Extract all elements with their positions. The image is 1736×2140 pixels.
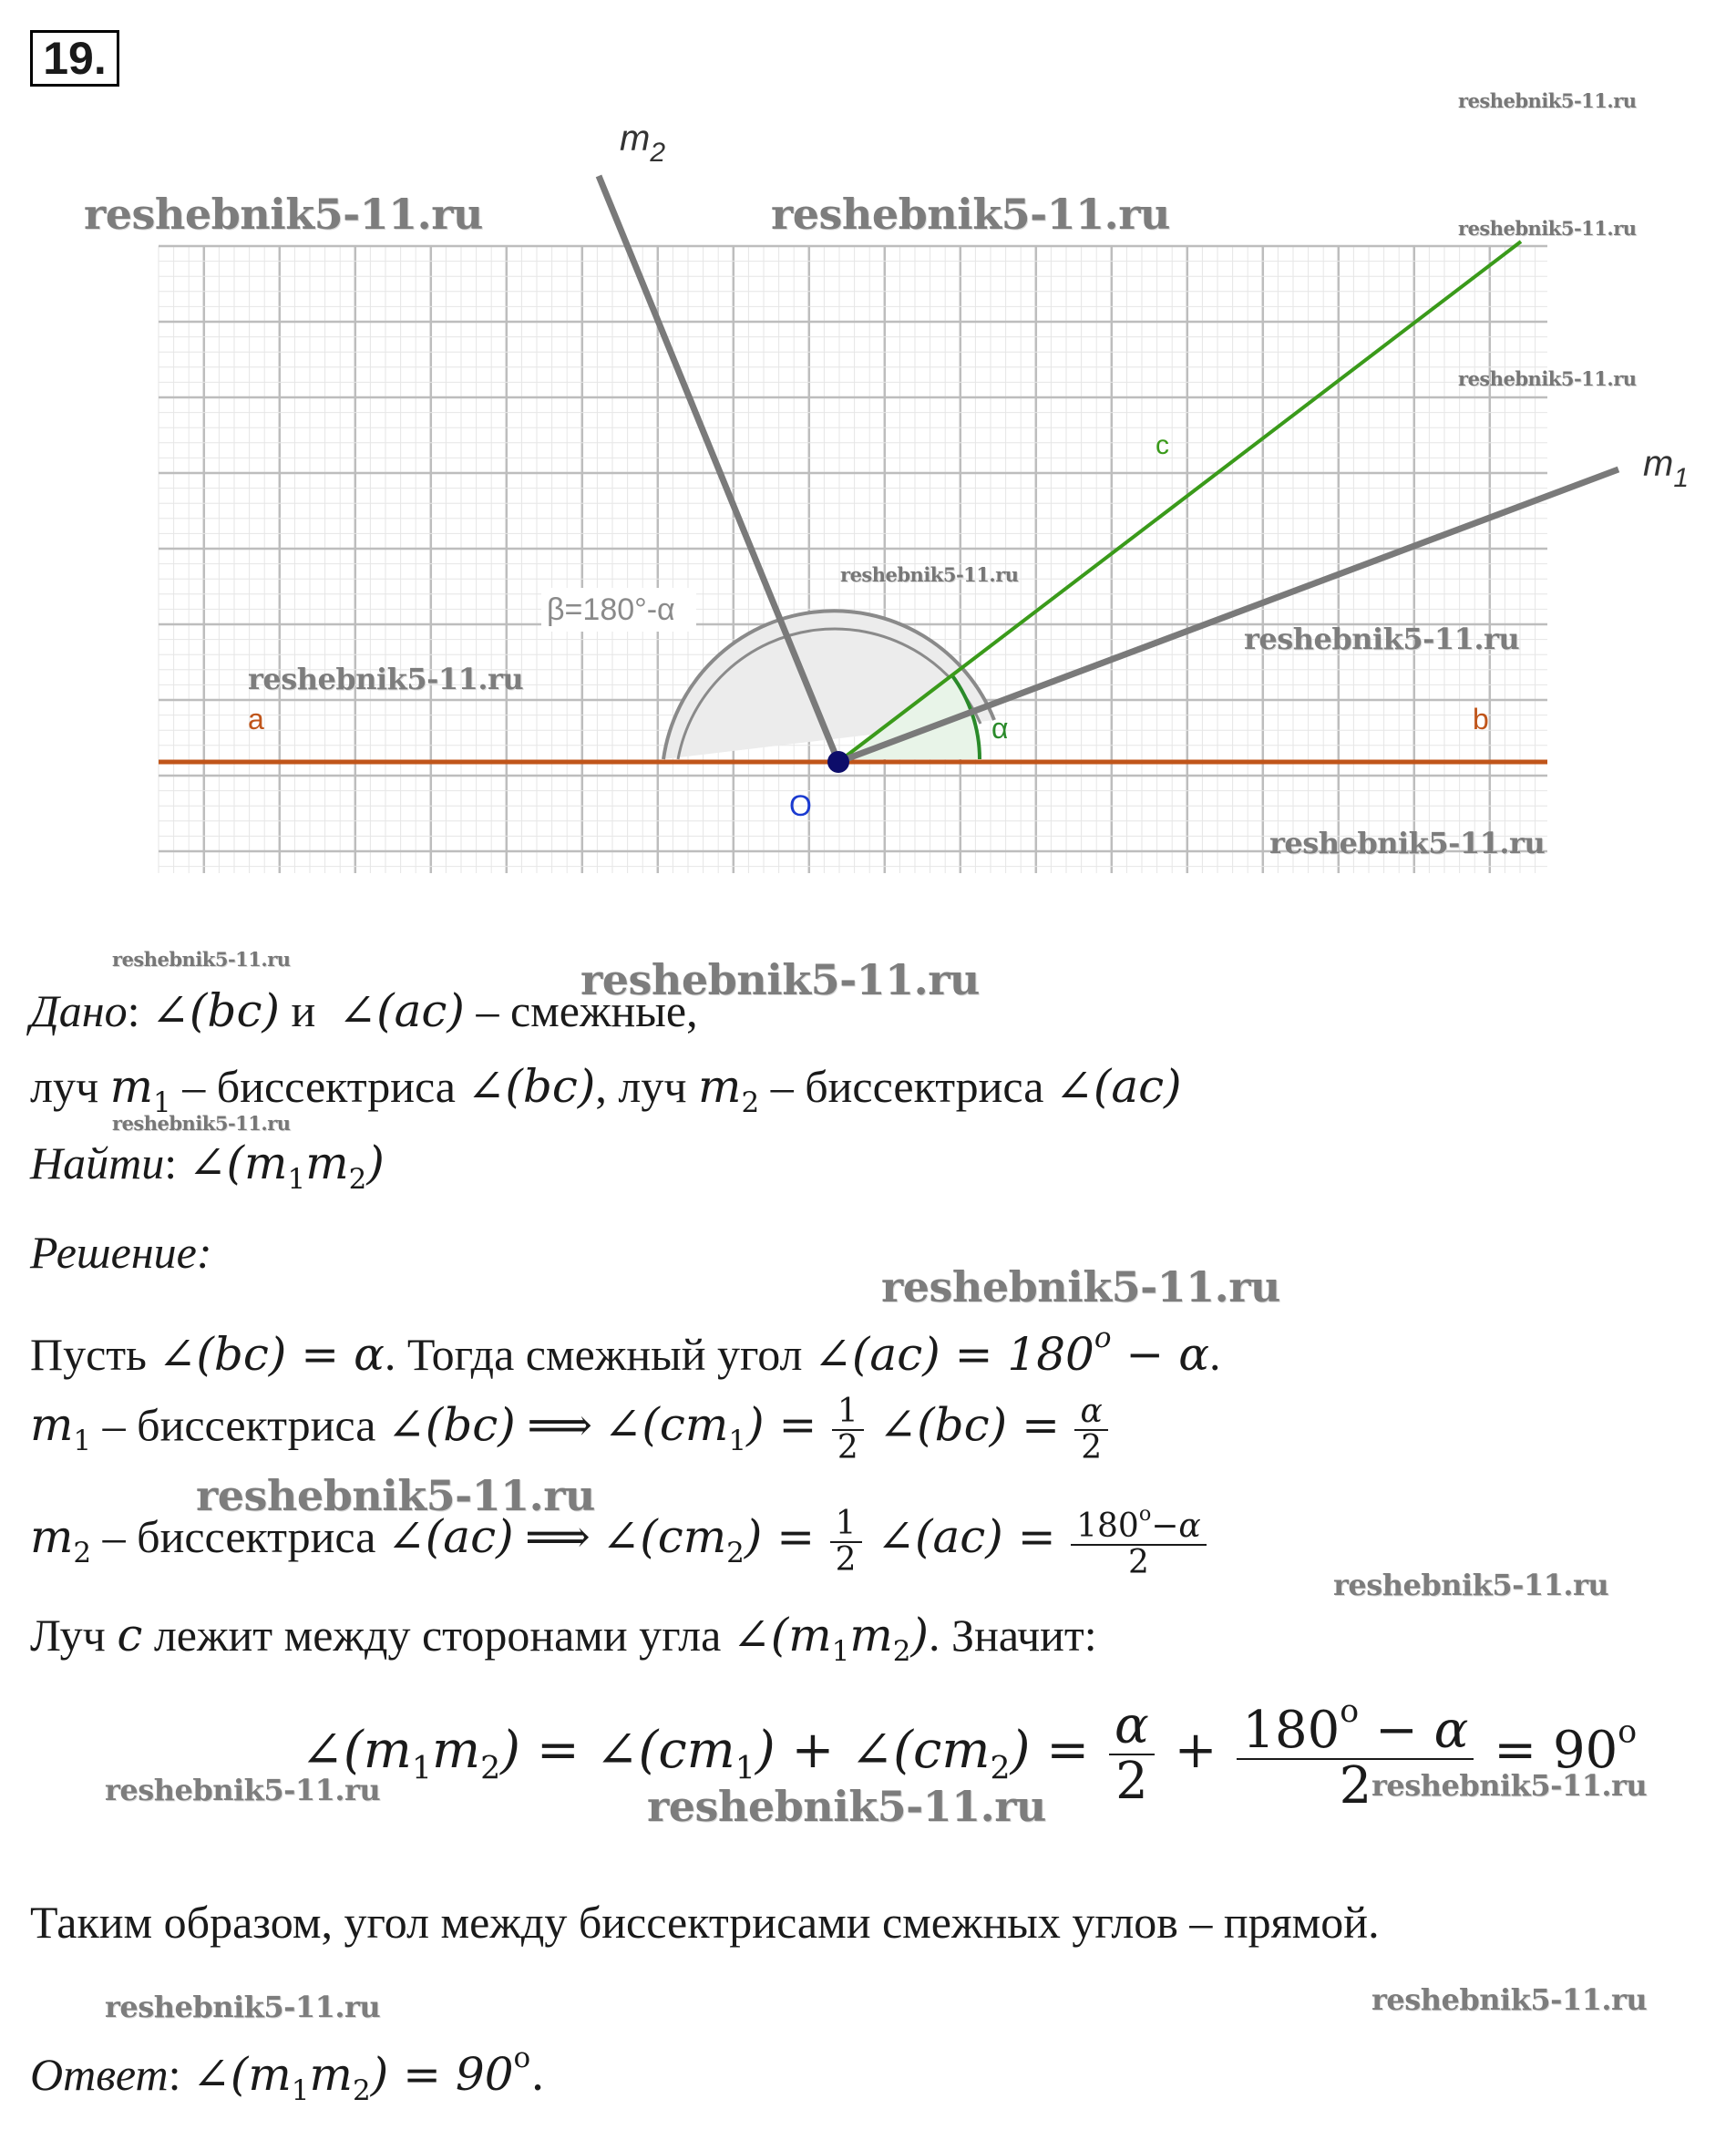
- solution-label: Решение:: [30, 1227, 212, 1278]
- grid: [159, 246, 1547, 873]
- watermark: reshebnik5-11.ru: [1333, 1568, 1609, 1602]
- watermark: reshebnik5-11.ru: [105, 1773, 381, 1807]
- conclusion: Таким образом, угол между биссектрисами смежных углов – прямой.: [30, 1897, 1380, 1948]
- answer-line: Ответ: $\angle(m_1m_2) = 90^o$.: [30, 2042, 546, 2107]
- watermark: reshebnik5-11.ru: [1269, 826, 1546, 860]
- watermark: reshebnik5-11.ru: [84, 190, 483, 239]
- watermark: reshebnik5-11.ru: [1458, 89, 1637, 112]
- adjacent-text: – смежные,: [476, 985, 698, 1036]
- label-m2: $m_2$: [620, 118, 666, 168]
- watermark: reshebnik5-11.ru: [196, 1471, 595, 1520]
- label-beta: β=180°-α: [547, 592, 675, 627]
- given-line-1: Дано: ∠(bc) и ∠(ac) – смежные,: [30, 984, 698, 1037]
- label-alpha: α: [991, 712, 1009, 745]
- find-label: Найти: [30, 1137, 165, 1188]
- watermark: reshebnik5-11.ru: [105, 1990, 381, 2024]
- watermark: reshebnik5-11.ru: [1458, 367, 1637, 390]
- final-equation: $\angle(m_1m_2)$ = $\angle(cm_1)$ + $\angle(cm_2)$ = $\frac{\alpha}{2}$ + $\frac{180^o - \alpha}{2}$ = 90$^o$: [301, 1693, 1638, 1816]
- watermark: reshebnik5-11.ru: [1371, 1768, 1648, 1803]
- watermark: reshebnik5-11.ru: [248, 662, 524, 696]
- answer-label: Ответ: [30, 2048, 169, 2100]
- solution-line-3: $m_2$ – биссектриса ∠(ac) ⟹ $\angle(cm_2)$ = $\frac{1}{2}$ ∠(ac) = $\frac{180^o-\alpha}{2}$: [30, 1504, 1210, 1579]
- label-o: O: [789, 789, 812, 822]
- solution-line-1: Пусть ∠(bc) = α. Тогда смежный угол ∠(ac) = $180^o - \alpha$.: [30, 1322, 1221, 1381]
- label-c: c: [1156, 430, 1169, 460]
- geometry-diagram: [0, 0, 1736, 911]
- find-line: Найти: $\angle(m_1m_2)$: [30, 1137, 385, 1196]
- watermark: reshebnik5-11.ru: [112, 948, 291, 971]
- bisector-m1: [838, 469, 1618, 762]
- label-b: b: [1473, 703, 1489, 736]
- watermark: reshebnik5-11.ru: [112, 1112, 291, 1135]
- watermark: reshebnik5-11.ru: [647, 1782, 1046, 1831]
- solution-line-4: Луч c лежит между сторонами угла $\angle(m_1m_2)$. Значит:: [30, 1609, 1097, 1668]
- problem-number: 19.: [30, 30, 119, 87]
- label-a: a: [248, 703, 264, 736]
- angle-ac: ∠(ac): [338, 984, 465, 1037]
- watermark: reshebnik5-11.ru: [580, 955, 980, 1004]
- watermark: reshebnik5-11.ru: [1458, 217, 1637, 240]
- solution-line-2: $m_1$ – биссектриса ∠(bc) ⟹ $\angle(cm_1)$ = $\frac{1}{2}$ ∠(bc) = $\frac{\alpha}{2}$: [30, 1394, 1112, 1466]
- watermark: reshebnik5-11.ru: [771, 190, 1170, 239]
- watermark: reshebnik5-11.ru: [1371, 1982, 1648, 2017]
- given-label: Дано: [30, 985, 128, 1036]
- angle-bc: ∠(bc): [151, 984, 280, 1037]
- watermark: reshebnik5-11.ru: [881, 1262, 1280, 1312]
- label-m1: $m_1$: [1643, 444, 1690, 493]
- ray-c: [838, 242, 1521, 762]
- and-word: и: [291, 985, 316, 1036]
- given-line-2: луч $m_1$ – биссектриса ∠(bc), луч $m_2$ – биссектриса ∠(ac): [30, 1060, 1182, 1119]
- watermark: reshebnik5-11.ru: [840, 563, 1019, 586]
- watermark: reshebnik5-11.ru: [1244, 622, 1520, 656]
- point-o: [827, 751, 849, 773]
